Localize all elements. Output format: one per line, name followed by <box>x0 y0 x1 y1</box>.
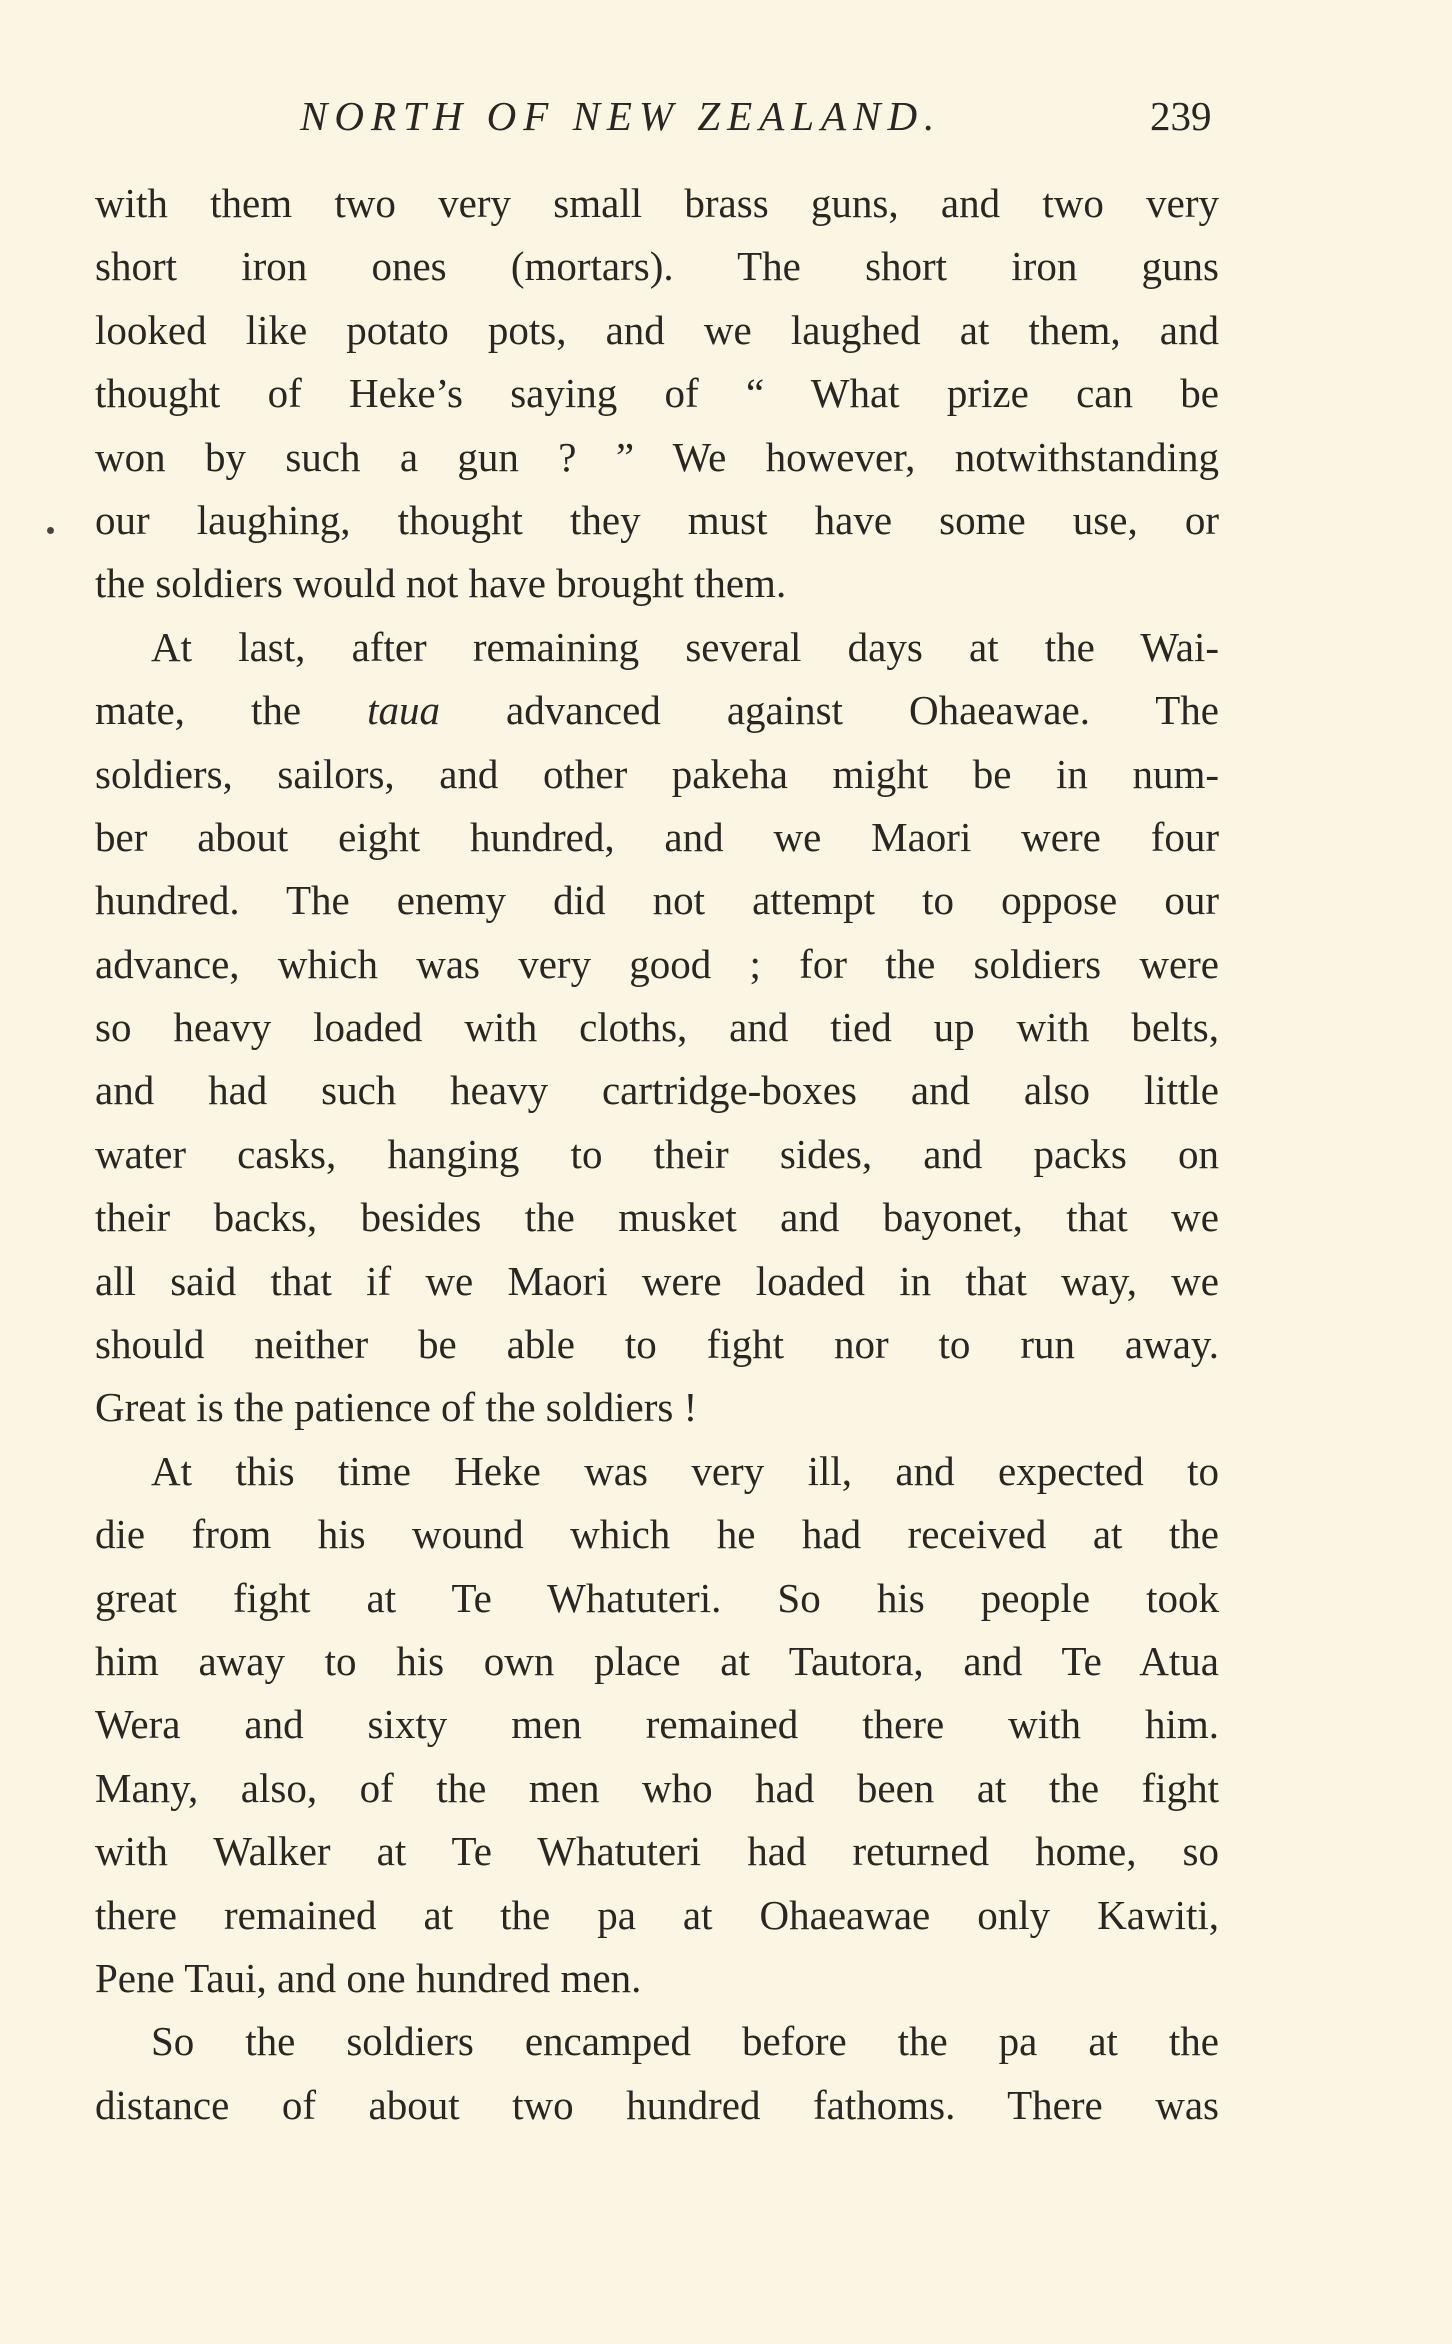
text-line: So the soldiers encamped before the pa at the <box>151 2018 1219 2065</box>
italic-term: taua <box>367 687 440 734</box>
text-line-mixed <box>95 679 1219 742</box>
text-line: Pene Taui, and one hundred men. <box>95 1954 642 2001</box>
text-line: and had such heavy cartridge-boxes and also little <box>95 1067 1219 1114</box>
text-line: the soldiers would not have brought them. <box>95 560 787 607</box>
text-line: Wera and sixty men remained there with him. <box>95 1701 1219 1748</box>
text-line: die from his wound which he had received at the <box>95 1511 1219 1558</box>
text-line: advance, which was very good ; for the soldiers were <box>95 940 1219 987</box>
text-line: should neither be able to fight nor to run away. <box>95 1321 1219 1368</box>
text-line: thought of Heke’s saying of “ What prize can be <box>95 370 1219 417</box>
text-line: water casks, hanging to their sides, and packs on <box>95 1130 1219 1177</box>
text-line: our laughing, thought they must have some use, or <box>95 496 1219 543</box>
text-line: won by such a gun ? ” We however, notwithstanding <box>95 433 1219 480</box>
text-line: so heavy loaded with cloths, and tied up with belts, <box>95 1004 1219 1051</box>
text-line: there remained at the pa at Ohaeawae only Kawiti, <box>95 1891 1219 1938</box>
text-line: At this time Heke was very ill, and expected to <box>151 1447 1219 1494</box>
text-line: distance of about two hundred fathoms. There was <box>95 2081 1219 2128</box>
text-run: advanced against Ohaeawae. The <box>439 687 1219 734</box>
text-line: great fight at Te Whatuteri. So his people took <box>95 1574 1219 1621</box>
text-line: ber about eight hundred, and we Maori were four <box>95 813 1219 860</box>
text-line: soldiers, sailors, and other pakeha might be in num- <box>95 750 1219 797</box>
text-line: their backs, besides the musket and bayonet, that we <box>95 1194 1219 1241</box>
text-line: with them two very small brass guns, and two very <box>95 180 1219 226</box>
text-line: short iron ones (mortars). The short iron guns <box>95 243 1219 290</box>
text-line: hundred. The enemy did not attempt to oppose our <box>95 877 1219 924</box>
text-line: Many, also, of the men who had been at the fight <box>95 1764 1219 1811</box>
text-line: all said that if we Maori were loaded in that way, we <box>95 1257 1219 1304</box>
running-head: NORTH OF NEW ZEALAND. <box>300 93 942 139</box>
text-line: At last, after remaining several days at the Wai- <box>151 623 1219 670</box>
text-line: Great is the patience of the soldiers ! <box>95 1384 698 1431</box>
text-line: looked like potato pots, and we laughed at them, and <box>95 306 1219 353</box>
page-number: 239 <box>1150 93 1212 139</box>
body-text <box>95 172 1219 2137</box>
text-line: with Walker at Te Whatuteri had returned home, so <box>95 1828 1219 1875</box>
text-run: mate, the <box>95 687 368 734</box>
text-line: him away to his own place at Tautora, and Te Atua <box>95 1637 1219 1684</box>
margin-mark <box>47 527 54 534</box>
